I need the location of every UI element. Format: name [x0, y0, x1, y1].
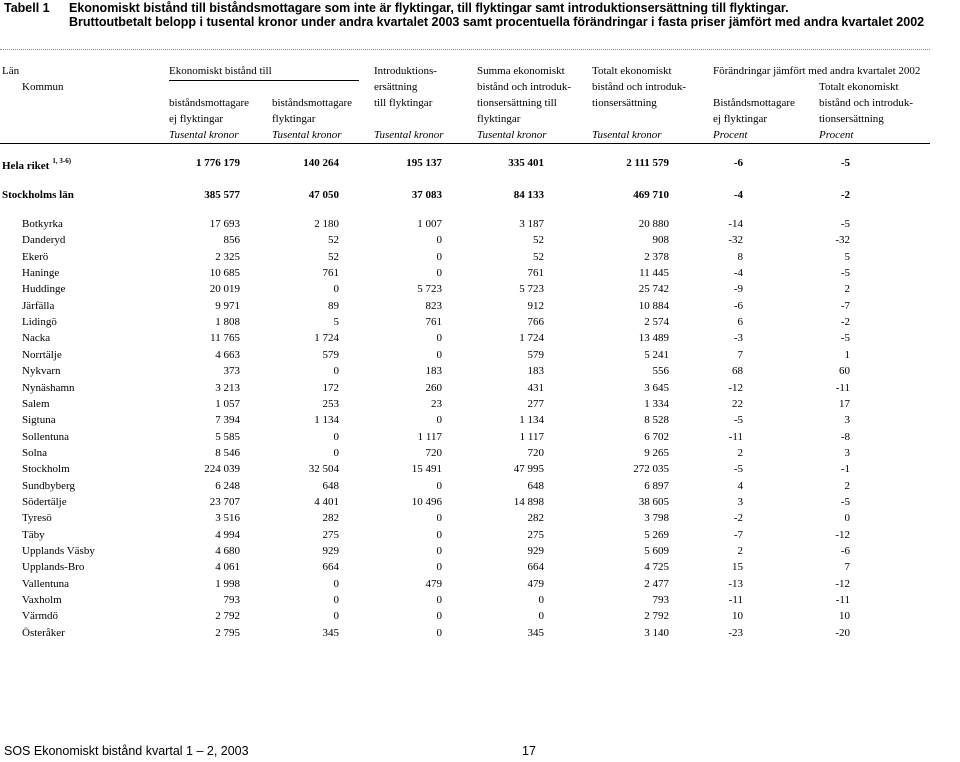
- cell-c3: 479: [425, 577, 442, 590]
- cell-c4: 47 995: [513, 463, 544, 476]
- cell-c7: 0: [844, 512, 850, 525]
- table-row: [0, 234, 960, 250]
- cell-c5: 25 742: [638, 283, 669, 296]
- footnote-marker: 1, 3-6): [52, 157, 72, 165]
- cell-c7: -8: [840, 430, 850, 443]
- cell-c1: 4 663: [215, 348, 240, 361]
- cell-c5: 13 489: [638, 332, 669, 345]
- cell-c3: 0: [436, 561, 442, 574]
- cell-c7: -6: [840, 545, 850, 557]
- group-underline: [169, 80, 359, 81]
- header-c6-line1: Biståndsmottagare: [713, 97, 795, 109]
- cell-c5: 556: [652, 365, 669, 378]
- cell-c2: 0: [333, 610, 339, 623]
- cell-c5: 3 798: [644, 512, 669, 525]
- cell-c7: 17: [839, 397, 850, 410]
- cell-c4: 0: [538, 610, 544, 623]
- cell-c6: 10: [732, 610, 743, 623]
- row-name: Stockholms län: [2, 189, 74, 201]
- header-c4-line3: tionsersättning till: [477, 97, 557, 109]
- cell-c5: 10 884: [638, 299, 669, 312]
- table-row: [0, 480, 960, 496]
- row-name: Södertälje: [22, 495, 67, 508]
- cell-c6: 4: [737, 479, 743, 492]
- cell-c6: -23: [728, 626, 743, 639]
- cell-c1: 4 061: [215, 561, 240, 574]
- table-row: [0, 218, 960, 234]
- row-name: Vaxholm: [22, 594, 62, 607]
- cell-c5: 3 645: [644, 381, 669, 394]
- cell-c3: 23: [431, 397, 442, 410]
- cell-c1: 1 808: [215, 316, 240, 329]
- cell-c3: 0: [436, 594, 442, 607]
- cell-c3: 195 137: [406, 157, 442, 169]
- cell-c1: 2 792: [215, 610, 240, 623]
- header-change-group: Förändringar jämfört med andra kvartalet 2002: [713, 65, 921, 77]
- cell-c6: -2: [733, 512, 743, 525]
- cell-c2: 664: [322, 561, 339, 574]
- cell-c4: 720: [527, 446, 544, 459]
- cell-c1: 856: [223, 234, 240, 247]
- row-name: Botkyrka: [22, 218, 63, 230]
- cell-c1: 10 685: [209, 267, 240, 280]
- table-row: [0, 414, 960, 430]
- cell-c6: -12: [728, 381, 743, 394]
- cell-c7: -1: [840, 463, 850, 476]
- cell-c1: 20 019: [209, 283, 240, 296]
- cell-c5: 5 609: [644, 545, 669, 557]
- row-name: Lidingö: [22, 316, 57, 329]
- row-name: Nykvarn: [22, 365, 61, 378]
- cell-c3: 0: [436, 512, 442, 525]
- cell-c7: 5: [844, 250, 850, 263]
- cell-c7: 60: [839, 365, 850, 378]
- cell-c5: 3 140: [644, 626, 669, 639]
- table-row: [0, 594, 960, 610]
- cell-c1: 1 776 179: [196, 157, 240, 169]
- cell-c7: -5: [840, 157, 850, 169]
- cell-c2: 4 401: [314, 495, 339, 508]
- cell-c1: 3 213: [215, 381, 240, 394]
- header-c5-line2: bistånd och introduk-: [592, 81, 687, 93]
- cell-c6: 2: [737, 545, 743, 557]
- cell-c2: 5: [333, 316, 339, 329]
- cell-c3: 0: [436, 414, 442, 427]
- cell-c1: 5 585: [215, 430, 240, 443]
- cell-c4: 648: [527, 479, 544, 492]
- cell-c4: 335 401: [508, 157, 544, 169]
- cell-c7: -12: [835, 528, 850, 541]
- row-name: Sundbyberg: [22, 479, 75, 492]
- cell-c6: 3: [737, 495, 743, 508]
- cell-c7: -12: [835, 577, 850, 590]
- cell-c5: 2 111 579: [626, 157, 669, 169]
- cell-c1: 23 707: [209, 495, 240, 508]
- row-name: Stockholm: [22, 463, 70, 476]
- cell-c6: 22: [732, 397, 743, 410]
- cell-c5: 6 702: [644, 430, 669, 443]
- cell-c4: 579: [527, 348, 544, 361]
- cell-c1: 4 994: [215, 528, 240, 541]
- cell-c6: -6: [733, 157, 743, 169]
- cell-c2: 0: [333, 430, 339, 443]
- cell-c3: 15 491: [411, 463, 442, 476]
- cell-c2: 89: [328, 299, 339, 312]
- cell-c6: -5: [733, 414, 743, 427]
- cell-c2: 0: [333, 446, 339, 459]
- cell-c4: 282: [527, 512, 544, 525]
- cell-c5: 2 792: [644, 610, 669, 623]
- row-name: [2, 157, 71, 172]
- cell-c5: 5 269: [644, 528, 669, 541]
- row-name: Sigtuna: [22, 414, 56, 427]
- header-c2-line1: biståndsmottagare: [272, 97, 353, 109]
- cell-c7: -11: [835, 594, 850, 607]
- table-row: [0, 365, 960, 381]
- cell-c5: 2 378: [644, 250, 669, 263]
- row-name: Nacka: [22, 332, 51, 345]
- cell-c7: -20: [835, 626, 850, 639]
- cell-c2: 1 134: [314, 414, 339, 427]
- row-name: Upplands Väsby: [22, 545, 95, 557]
- cell-c2: 2 180: [314, 218, 339, 230]
- cell-c3: 720: [425, 446, 442, 459]
- cell-c2: 0: [333, 283, 339, 296]
- cell-c4: 52: [533, 250, 544, 263]
- cell-c3: 0: [436, 545, 442, 557]
- cell-c2: 1 724: [314, 332, 339, 345]
- row-name: Nynäshamn: [22, 381, 75, 394]
- cell-c5: 5 241: [644, 348, 669, 361]
- cell-c6: -3: [733, 332, 743, 345]
- cell-c7: 2: [844, 479, 850, 492]
- header-c4-line2: bistånd och introduk-: [477, 81, 572, 93]
- cell-c6: -13: [728, 577, 743, 590]
- header-c3-unit: Tusental kronor: [374, 129, 444, 141]
- table-row: [0, 578, 960, 594]
- cell-c6: 7: [737, 348, 743, 361]
- row-name: Värmdö: [22, 610, 59, 623]
- cell-c5: 793: [652, 594, 669, 607]
- table-subtitle: Bruttoutbetalt belopp i tusental kronor under andra kvartalet 2003 samt procentuella förändringar i fasta priser jämfört med andra kvartalet 2002: [69, 15, 925, 29]
- header-ekon-group: Ekonomiskt bistånd till: [169, 65, 272, 77]
- page-number: 17: [522, 744, 536, 758]
- cell-c1: 793: [223, 594, 240, 607]
- cell-c7: -2: [840, 189, 850, 201]
- table-row: [0, 398, 960, 414]
- header-c1-line2: ej flyktingar: [169, 113, 224, 125]
- cell-c1: 2 795: [215, 626, 240, 639]
- table-row: [0, 447, 960, 463]
- cell-c1: 224 039: [204, 463, 240, 476]
- table-row: [0, 283, 960, 299]
- cell-c1: 373: [223, 365, 240, 378]
- cell-c7: 3: [844, 414, 850, 427]
- row-name: Ekerö: [22, 250, 49, 263]
- cell-c4: 345: [527, 626, 544, 639]
- cell-c5: 38 605: [638, 495, 669, 508]
- header-c1-line1: biståndsmottagare: [169, 97, 250, 109]
- row-name: Vallentuna: [22, 577, 70, 590]
- cell-c3: 1 007: [417, 218, 442, 230]
- cell-c3: 0: [436, 332, 442, 345]
- cell-c5: 20 880: [638, 218, 669, 230]
- cell-c1: 385 577: [204, 189, 240, 201]
- cell-c4: 431: [527, 381, 544, 394]
- cell-c1: 2 325: [215, 250, 240, 263]
- cell-c3: 823: [425, 299, 442, 312]
- cell-c7: 3: [844, 446, 850, 459]
- cell-c3: 0: [436, 234, 442, 247]
- table-row: [0, 561, 960, 577]
- cell-c3: 761: [425, 316, 442, 329]
- cell-c2: 32 504: [308, 463, 339, 476]
- cell-c1: 4 680: [215, 545, 240, 557]
- header-c7-line1: Totalt ekonomiskt: [819, 81, 899, 93]
- header-c2-line2: flyktingar: [272, 113, 316, 125]
- cell-c6: -4: [733, 189, 743, 201]
- cell-c6: -5: [733, 463, 743, 476]
- table-row: [0, 545, 960, 561]
- row-name-text: Hela riket: [2, 160, 50, 172]
- header-kommun: Kommun: [22, 81, 64, 93]
- table-row: [0, 627, 960, 643]
- cell-c7: -32: [835, 234, 850, 247]
- cell-c4: 84 133: [513, 189, 544, 201]
- cell-c7: -5: [840, 267, 850, 280]
- cell-c4: 52: [533, 234, 544, 247]
- header-c3-line3: till flyktingar: [374, 97, 433, 109]
- table-title: Ekonomiskt bistånd till biståndsmottagare som inte är flyktingar, till flyktingar samt introduktionsersättning till flyktingar.: [69, 1, 789, 15]
- cell-c4: 275: [527, 528, 544, 541]
- cell-c4: 277: [527, 397, 544, 410]
- cell-c4: 912: [527, 299, 544, 312]
- cell-c2: 282: [322, 512, 339, 525]
- cell-c7: -5: [840, 218, 850, 230]
- cell-c2: 345: [322, 626, 339, 639]
- table-row: [0, 382, 960, 398]
- cell-c6: 2: [737, 446, 743, 459]
- summary-row-riket: [0, 157, 960, 173]
- cell-c1: 1 998: [215, 577, 240, 590]
- cell-c1: 6 248: [215, 479, 240, 492]
- cell-c2: 579: [322, 348, 339, 361]
- header-c7-line3: tionsersättning: [819, 113, 884, 125]
- row-name: Upplands-Bro: [22, 561, 85, 574]
- summary-row-lan: [0, 189, 960, 205]
- header-c6-unit: Procent: [713, 129, 748, 141]
- cell-c3: 0: [436, 610, 442, 623]
- row-name: Österåker: [22, 626, 65, 639]
- row-name: Haninge: [22, 267, 60, 280]
- row-name: Salem: [22, 397, 50, 410]
- cell-c2: 761: [322, 267, 339, 280]
- cell-c4: 479: [527, 577, 544, 590]
- cell-c3: 10 496: [411, 495, 442, 508]
- table-row: [0, 431, 960, 447]
- header-divider: [0, 143, 930, 144]
- cell-c5: 6 897: [644, 479, 669, 492]
- cell-c5: 9 265: [644, 446, 669, 459]
- cell-c6: -14: [728, 218, 743, 230]
- row-name: Sollentuna: [22, 430, 70, 443]
- table-row: [0, 332, 960, 348]
- cell-c6: -11: [728, 430, 743, 443]
- cell-c3: 260: [425, 381, 442, 394]
- cell-c2: 275: [322, 528, 339, 541]
- cell-c6: 68: [732, 365, 743, 378]
- cell-c4: 761: [527, 267, 544, 280]
- cell-c4: 183: [527, 365, 544, 378]
- table-row: [0, 496, 960, 512]
- cell-c2: 52: [328, 234, 339, 247]
- header-c5-unit: Tusental kronor: [592, 129, 662, 141]
- row-name: Solna: [22, 446, 48, 459]
- cell-c7: 10: [839, 610, 850, 623]
- table-row: [0, 512, 960, 528]
- header-lan: Län: [2, 65, 20, 77]
- cell-c3: 0: [436, 626, 442, 639]
- cell-c3: 183: [425, 365, 442, 378]
- cell-c5: 1 334: [644, 397, 669, 410]
- cell-c7: -5: [840, 495, 850, 508]
- header-c5-line3: tionsersättning: [592, 97, 657, 109]
- cell-c7: -2: [840, 316, 850, 329]
- cell-c6: -9: [733, 283, 743, 296]
- cell-c5: 4 725: [644, 561, 669, 574]
- cell-c5: 908: [652, 234, 669, 247]
- cell-c1: 9 971: [215, 299, 240, 312]
- cell-c5: 8 528: [644, 414, 669, 427]
- cell-c1: 1 057: [215, 397, 240, 410]
- cell-c1: 8 546: [215, 446, 240, 459]
- cell-c4: 14 898: [513, 495, 544, 508]
- title-divider: [0, 49, 930, 50]
- cell-c3: 0: [436, 528, 442, 541]
- header-c3-line2: ersättning: [374, 81, 418, 93]
- cell-c2: 253: [322, 397, 339, 410]
- cell-c5: 272 035: [633, 463, 669, 476]
- cell-c3: 0: [436, 348, 442, 361]
- cell-c4: 1 134: [519, 414, 544, 427]
- cell-c2: 172: [322, 381, 339, 394]
- cell-c6: 15: [732, 561, 743, 574]
- cell-c5: 2 477: [644, 577, 669, 590]
- row-name: Järfälla: [22, 299, 55, 312]
- header-c5-line1: Totalt ekonomiskt: [592, 65, 672, 77]
- header-c4-unit: Tusental kronor: [477, 129, 547, 141]
- cell-c3: 5 723: [417, 283, 442, 296]
- cell-c4: 3 187: [519, 218, 544, 230]
- table-row: [0, 529, 960, 545]
- row-name: Huddinge: [22, 283, 66, 296]
- cell-c7: -5: [840, 332, 850, 345]
- cell-c2: 0: [333, 577, 339, 590]
- cell-c7: 1: [844, 348, 850, 361]
- cell-c2: 0: [333, 594, 339, 607]
- row-name: Tyresö: [22, 512, 52, 525]
- header-c6-line2: ej flyktingar: [713, 113, 768, 125]
- cell-c2: 140 264: [303, 157, 339, 169]
- cell-c1: 7 394: [215, 414, 240, 427]
- cell-c2: 52: [328, 250, 339, 263]
- cell-c4: 5 723: [519, 283, 544, 296]
- cell-c2: 648: [322, 479, 339, 492]
- row-name: Norrtälje: [22, 348, 62, 361]
- cell-c7: -11: [835, 381, 850, 394]
- header-c3-line1: Introduktions-: [374, 65, 437, 77]
- cell-c3: 0: [436, 250, 442, 263]
- cell-c6: 6: [737, 316, 743, 329]
- cell-c1: 17 693: [209, 218, 240, 230]
- cell-c1: 3 516: [215, 512, 240, 525]
- cell-c6: -6: [733, 299, 743, 312]
- footer-text: SOS Ekonomiskt bistånd kvartal 1 – 2, 2003: [4, 744, 249, 758]
- cell-c4: 1 724: [519, 332, 544, 345]
- cell-c6: 8: [737, 250, 743, 263]
- cell-c2: 929: [322, 545, 339, 557]
- cell-c7: 7: [844, 561, 850, 574]
- cell-c7: -7: [840, 299, 850, 312]
- cell-c5: 11 445: [639, 267, 669, 280]
- cell-c6: -32: [728, 234, 743, 247]
- cell-c5: 469 710: [633, 189, 669, 201]
- header-c7-line2: bistånd och introduk-: [819, 97, 914, 109]
- header-c4-line1: Summa ekonomiskt: [477, 65, 565, 77]
- cell-c6: -4: [733, 267, 743, 280]
- row-name: Danderyd: [22, 234, 66, 247]
- row-name: Täby: [22, 528, 45, 541]
- header-c1-unit: Tusental kronor: [169, 129, 239, 141]
- cell-c3: 0: [436, 479, 442, 492]
- cell-c4: 929: [527, 545, 544, 557]
- cell-c4: 1 117: [519, 430, 544, 443]
- cell-c3: 0: [436, 267, 442, 280]
- cell-c2: 47 050: [308, 189, 339, 201]
- cell-c3: 37 083: [411, 189, 442, 201]
- table-number: Tabell 1: [4, 1, 50, 15]
- cell-c2: 0: [333, 365, 339, 378]
- table-row: [0, 267, 960, 283]
- header-c7-unit: Procent: [819, 129, 854, 141]
- table-row: [0, 251, 960, 267]
- cell-c4: 766: [527, 316, 544, 329]
- header-c2-unit: Tusental kronor: [272, 129, 342, 141]
- header-c4-line4: flyktingar: [477, 113, 521, 125]
- table-row: [0, 300, 960, 316]
- table-row: [0, 610, 960, 626]
- table-row: [0, 316, 960, 332]
- cell-c6: -7: [733, 528, 743, 541]
- cell-c1: 11 765: [210, 332, 240, 345]
- table-row: [0, 463, 960, 479]
- table-row: [0, 349, 960, 365]
- cell-c3: 1 117: [417, 430, 442, 443]
- cell-c4: 0: [538, 594, 544, 607]
- cell-c4: 664: [527, 561, 544, 574]
- cell-c7: 2: [844, 283, 850, 296]
- cell-c5: 2 574: [644, 316, 669, 329]
- cell-c6: -11: [728, 594, 743, 607]
